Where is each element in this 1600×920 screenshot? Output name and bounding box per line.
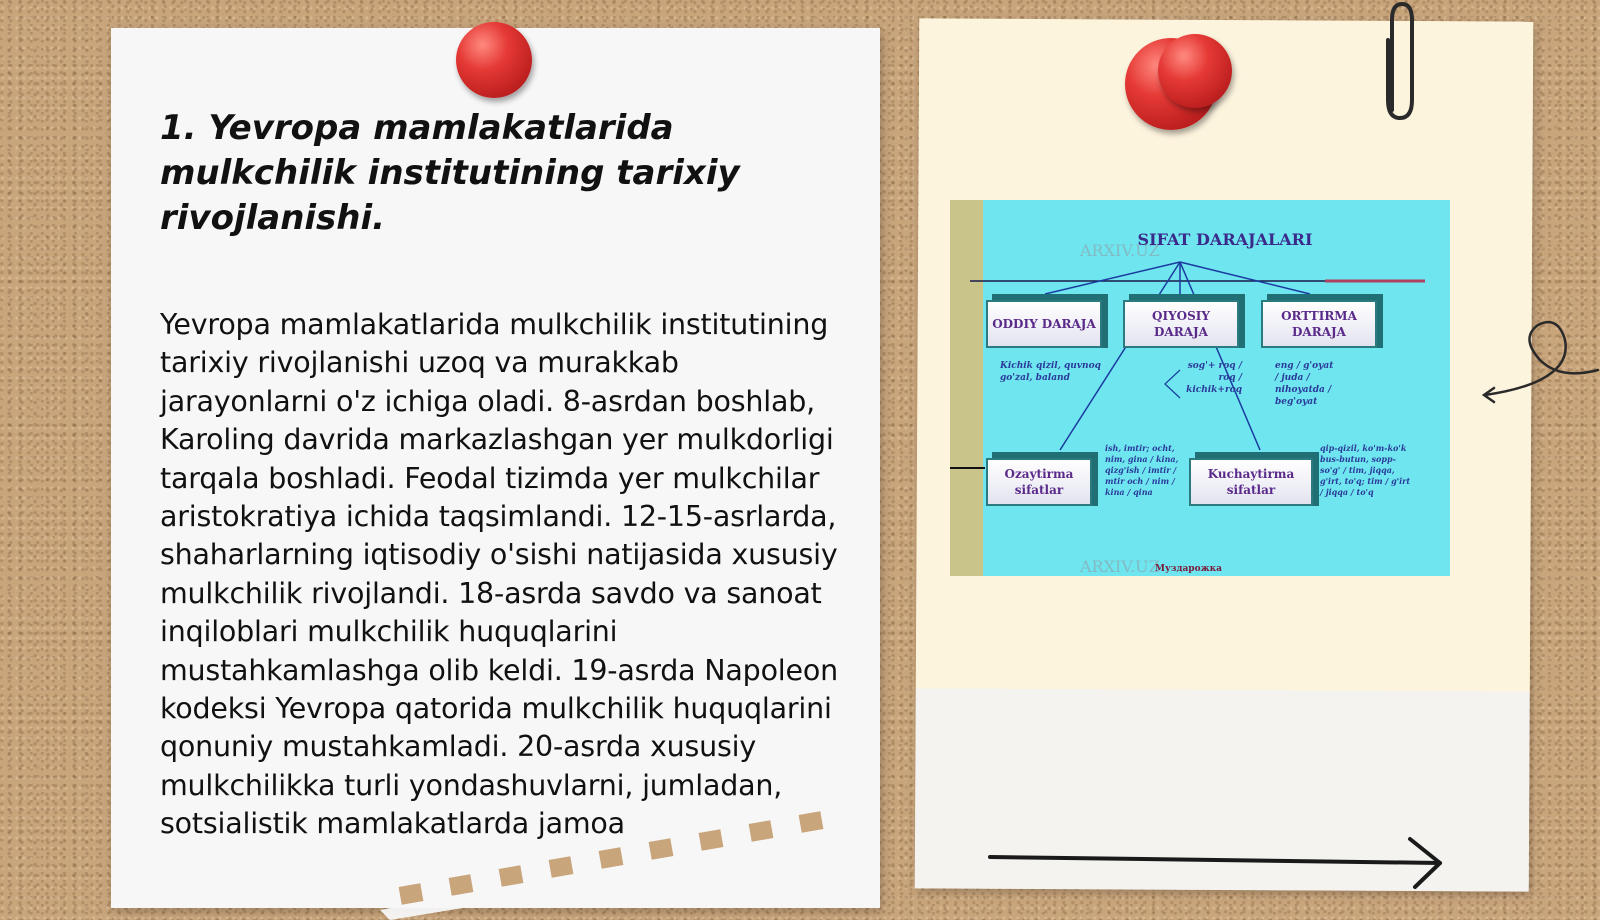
note-qiyosiy: sog'+ roq / roq / kichik+roq [1186, 361, 1242, 395]
box-kuchaytirma-sifatlar: Kuchaytirma sifatlar [1189, 458, 1313, 506]
box-qiyosiy-daraja: QIYOSIY DARAJA [1123, 300, 1239, 348]
note-ozaytirma: ish, imtir; ocht, nim, gina / kina, qizg'ish / imtir / mtir och / nim / kina / qina [1105, 443, 1179, 497]
torn-tape-decoration [360, 790, 880, 920]
watermark-text: ARXIV.UZ [1080, 241, 1160, 260]
push-pin-icon [456, 22, 532, 98]
diagram-caption: Муздарожка [1155, 564, 1223, 574]
box-oddiy-daraja: ODDIY DARAJA [986, 300, 1102, 348]
diagram-title: SIFAT DARAJALARI [1137, 230, 1313, 249]
note-oddiy: Kichik qizil, quvnoq go'zal, baland [1000, 361, 1101, 383]
paperclip-icon [1380, 0, 1420, 125]
diagram-image [950, 200, 1450, 576]
body-paragraph: Yevropa mamlakatlarida mulkchilik institutining tarixiy rivojlanishi uzoq va murakkab jarayonlarni o'z ichiga oladi. 8-asrdan boshlab, Karoling davrida markazlashgan yer mulkdorligi tarqala boshladi. Feodal tizimda yer mulkchilar aristokratiya ichida taqsimlandi. 12-15-asrlarda, shaharlarning iqtisodiy o'sishi natijasida xususiy mulkchilik rivojlandi. 18-asrda savdo va sanoat inqiloblari mulkchilik huquqlarini mustahkamlashga olib keldi. 19-asrda Napoleon kodeksi Yevropa qatorida mulkchilik huquqlarini qonuniy mustahkamladi. 20-asrda xususiy mulkchilikka turli yondashuvlarni, jumladan, sotsialistik mamlakatlarda jamoa [160, 308, 838, 841]
box-orttirma-daraja: ORTTIRMA DARAJA [1261, 300, 1377, 348]
curl-arrow-icon [1480, 310, 1600, 410]
box-ozaytirma-sifatlar: Ozaytirma sifatlar [986, 458, 1092, 506]
note-kuchaytirma: qip-qizil, ko'm-ko'k bus-butun, sopp-so'g' / tim, jiqqa, g'irt, to'q; tim / g'irt / jiqqa / to'q [1320, 443, 1411, 497]
watermark-text: ARXIV.UZ [1080, 557, 1160, 576]
note-orttirma: eng / g'oyat / juda / nihoyatda / beg'oyat [1275, 361, 1334, 407]
page-title: 1. Yevropa mamlakatlarida mulkchilik institutining tarixiy rivojlanishi. [160, 108, 740, 238]
push-pin-icon [1158, 34, 1232, 108]
arrow-right-icon [985, 835, 1450, 890]
